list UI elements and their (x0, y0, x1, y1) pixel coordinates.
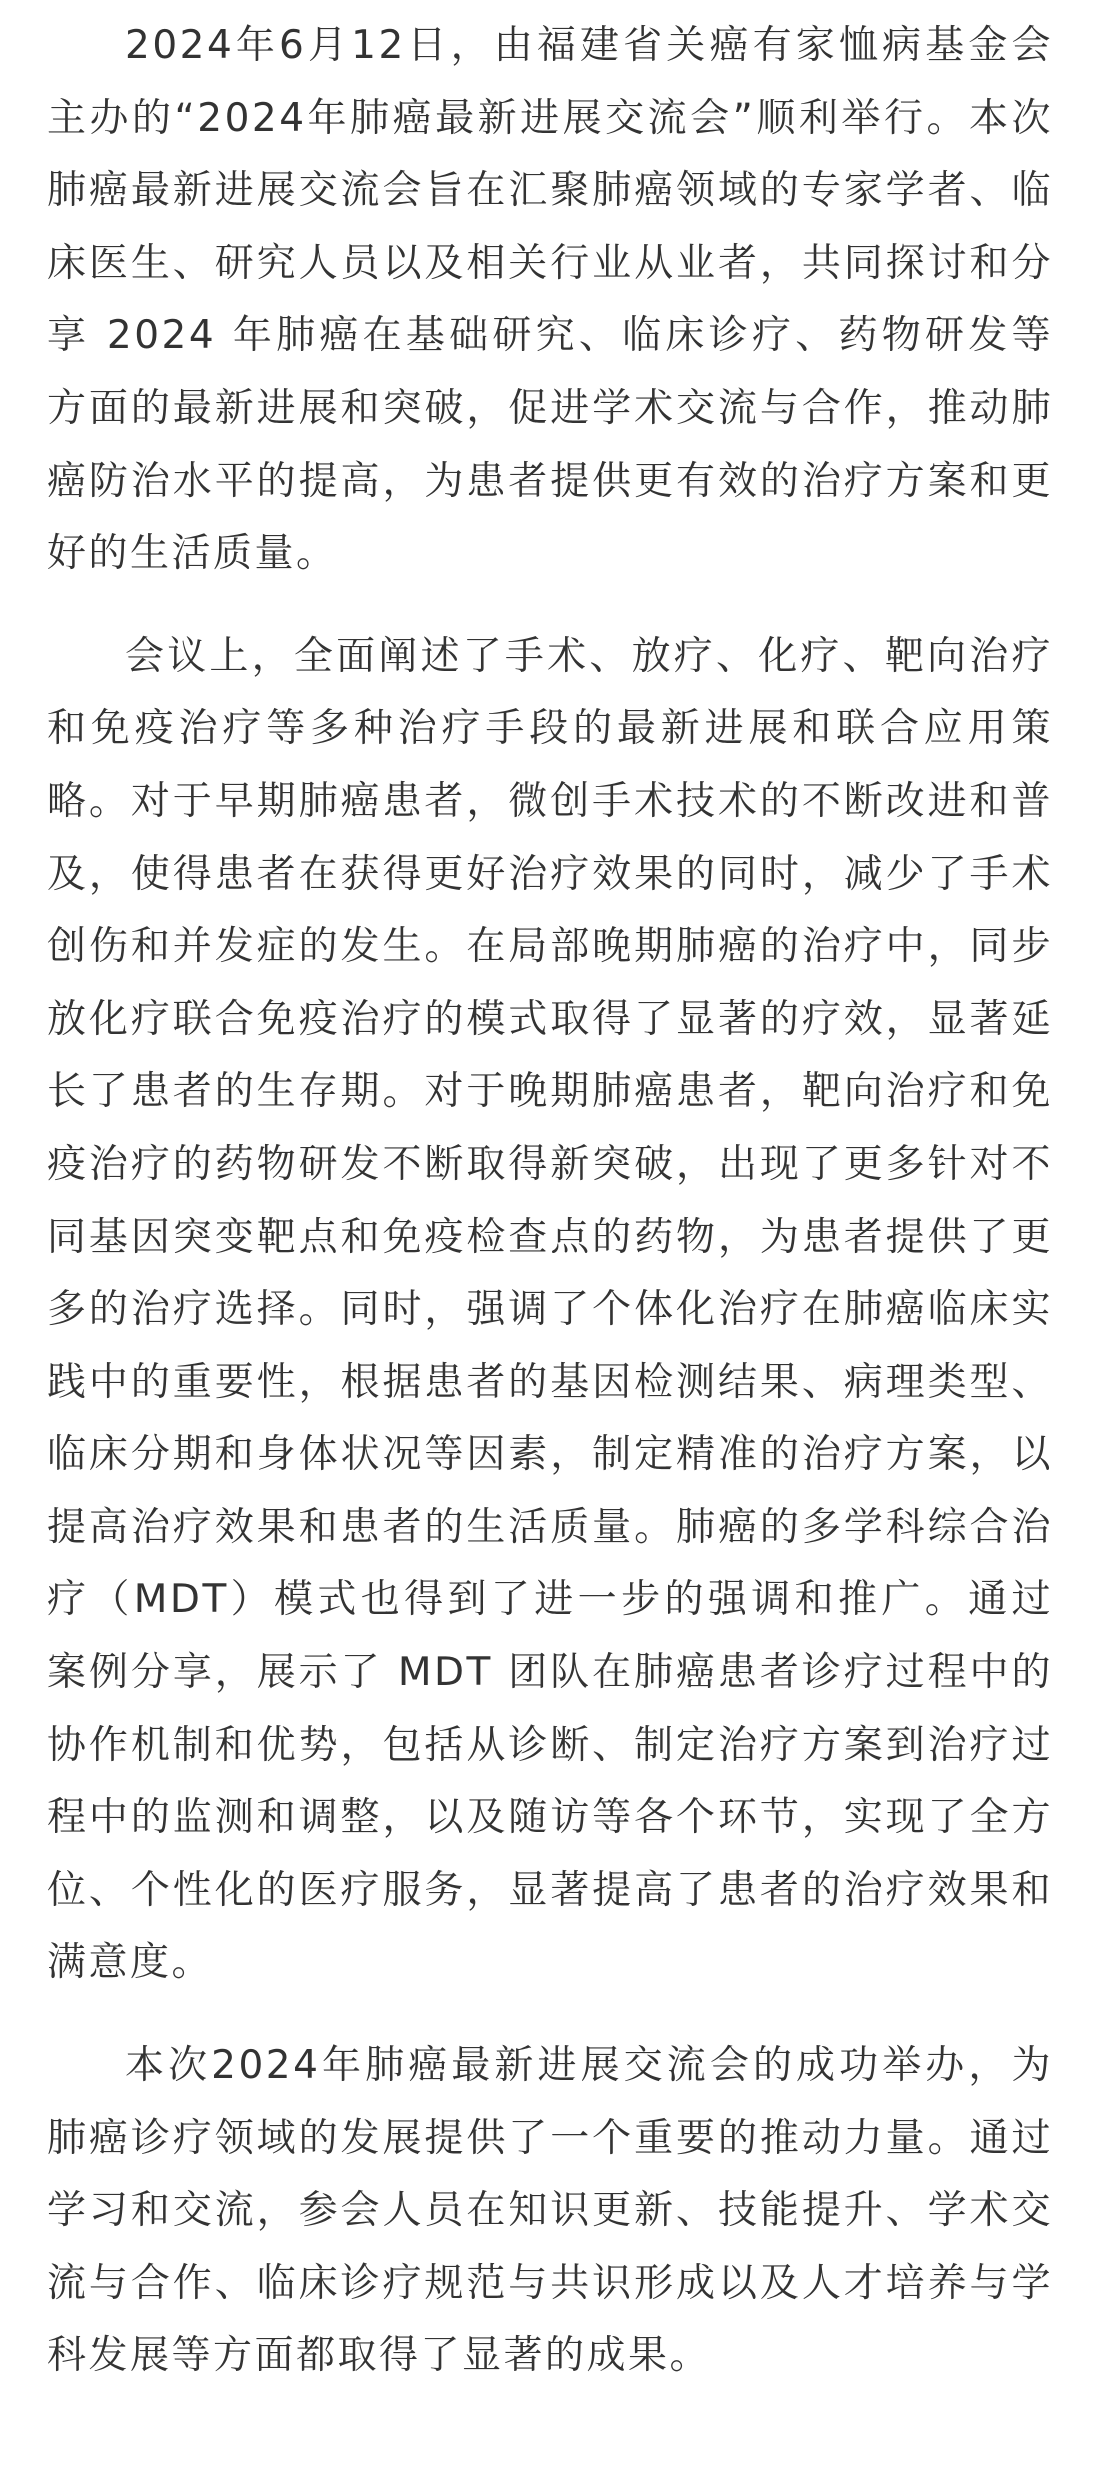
paragraph-treatment-progress: 会议上，全面阐述了手术、放疗、化疗、靶向治疗和免疫治疗等多种治疗手段的最新进展和联合应用策略。对于早期肺癌患者，微创手术技术的不断改进和普及，使得患者在获得更好治疗效果的同时，减少了手术创伤和并发症的发生。在局部晚期肺癌的治疗中，同步放化疗联合免疫治疗的模式取得了显著的疗效，显著延长了患者的生存期。对于晚期肺癌患者，靶向治疗和免疫治疗的药物研发不断取得新突破，出现了更多针对不同基因突变靶点和免疫检查点的药物，为患者提供了更多的治疗选择。同时，强调了个体化治疗在肺癌临床实践中的重要性，根据患者的基因检测结果、病理类型、临床分期和身体状况等因素，制定精准的治疗方案，以提高治疗效果和患者的生活质量。肺癌的多学科综合治疗（MDT）模式也得到了进一步的强调和推广。通过案例分享，展示了 MDT 团队在肺癌患者诊疗过程中的协作机制和优势，包括从诊断、制定治疗方案到治疗过程中的监测和调整，以及随访等各个环节，实现了全方位、个性化的医疗服务，显著提高了患者的治疗效果和满意度。 (47, 633, 1053, 1986)
paragraph-conclusion: 本次2024年肺癌最新进展交流会的成功举办，为肺癌诊疗领域的发展提供了一个重要的推动力量。通过学习和交流，参会人员在知识更新、技能提升、学术交流与合作、临床诊疗规范与共识形成以及人才培养与学科发展等方面都取得了显著的成果。 (47, 2043, 1053, 2379)
paragraph-intro: 2024年6月12日，由福建省关癌有家恤病基金会主办的“2024年肺癌最新进展交流会”顺利举行。本次肺癌最新进展交流会旨在汇聚肺癌领域的专家学者、临床医生、研究人员以及相关行业从业者，共同探讨和分享 2024 年肺癌在基础研究、临床诊疗、药物研发等方面的最新进展和突破，促进学术交流与合作，推动肺癌防治水平的提高，为患者提供更有效的治疗方案和更好的生活质量。 (47, 23, 1053, 577)
